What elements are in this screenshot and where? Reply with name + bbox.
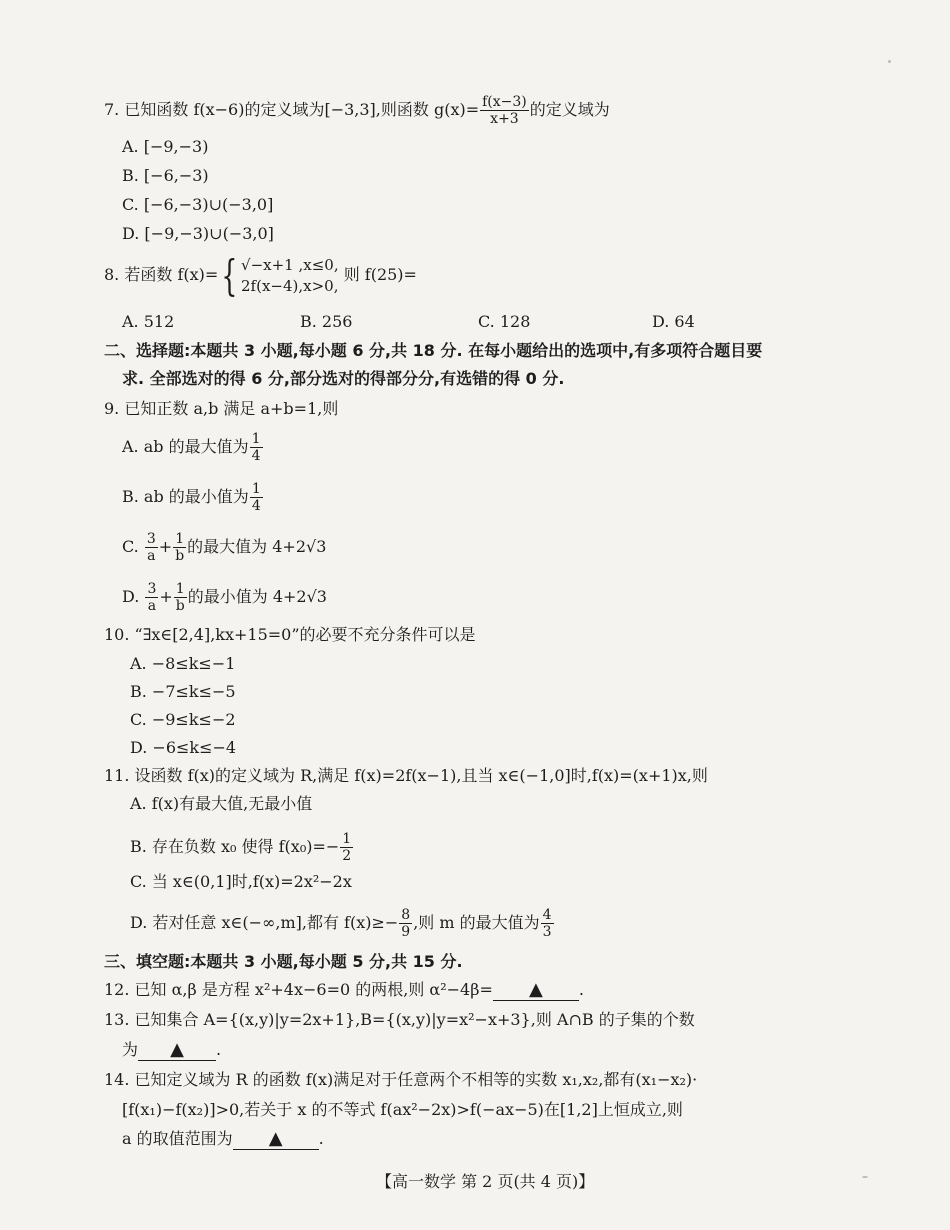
q9-d-plus: + — [159, 587, 173, 606]
q8-option-a: A. 512 — [122, 312, 175, 331]
q9-c-frac1 — [145, 531, 158, 564]
q9-b-num: 1 — [251, 481, 261, 497]
q8-piecewise — [218, 250, 339, 300]
q9-a-frac — [250, 431, 263, 464]
q9-option-d — [122, 580, 327, 614]
page-footer: 【高一数学 第 2 页(共 4 页)】 — [376, 1172, 595, 1191]
q10-option-d: D. −6≤k≤−4 — [130, 738, 237, 757]
q11-b-frac — [340, 831, 353, 864]
q13-line2-prefix: 为 — [122, 1040, 139, 1059]
q9-c-frac2 — [173, 531, 186, 564]
triangle-icon: ▲ — [528, 979, 543, 1000]
q14-line3 — [122, 1129, 324, 1150]
q8-case-1: √−x+1 ,x≤0, — [241, 255, 339, 274]
q7-frac-num: f(x−3) — [482, 94, 527, 110]
q8-cases — [241, 255, 339, 297]
q7-stem-part2: 的定义域为 — [529, 100, 610, 119]
q14-answer-blank[interactable] — [233, 1129, 319, 1150]
q7-frac-den: x+3 — [490, 111, 519, 127]
q7-option-d: D. [−9,−3)∪(−3,0] — [122, 224, 274, 243]
section3-heading: 三、填空题:本题共 3 小题,每小题 5 分,共 15 分. — [104, 952, 463, 971]
q14-line3-prefix: a 的取值范围为 — [122, 1129, 233, 1148]
q8-stem-prefix: 8. 若函数 f(x)= — [104, 265, 219, 284]
q11-d-frac1 — [399, 907, 412, 940]
q12-answer-blank[interactable] — [493, 980, 579, 1001]
section2-heading-line2: 求. 全部选对的得 6 分,部分选对的得部分分,有选错的得 0 分. — [122, 369, 565, 388]
q9-c-den2: b — [175, 548, 185, 564]
triangle-icon: ▲ — [268, 1128, 283, 1149]
q11-d-den1: 9 — [401, 924, 411, 940]
q11-d-frac2 — [541, 907, 554, 940]
q8-stem — [104, 250, 417, 300]
q8-stem-suffix: 则 f(25)= — [343, 265, 417, 284]
q11-b-text: B. 存在负数 x₀ 使得 f(x₀)=− — [130, 837, 340, 856]
q11-option-d — [130, 906, 555, 940]
q14-line2: [f(x₁)−f(x₂)]>0,若关于 x 的不等式 f(ax²−2x)>f(−ax−5)在[1,2]上恒成立,则 — [122, 1100, 683, 1119]
q13-end: . — [216, 1040, 222, 1059]
q9-b-frac — [250, 481, 263, 514]
q11-d-den2: 3 — [542, 924, 552, 940]
q7-stem-part1: 7. 已知函数 f(x−6)的定义域为[−3,3],则函数 g(x)= — [104, 100, 480, 119]
q9-d-text: 的最小值为 4+2√3 — [187, 587, 327, 606]
q11-d-mid: ,则 m 的最大值为 — [413, 913, 540, 932]
q9-option-c — [122, 530, 326, 564]
q10-stem: 10. “∃x∈[2,4],kx+15=0”的必要不充分条件可以是 — [104, 625, 476, 644]
q9-a-num: 1 — [251, 431, 261, 447]
q11-d-text: D. 若对任意 x∈(−∞,m],都有 f(x)≥− — [130, 913, 399, 932]
q11-option-c: C. 当 x∈(0,1]时,f(x)=2x²−2x — [130, 872, 352, 891]
scan-speck — [862, 1176, 868, 1178]
q9-option-a — [122, 430, 264, 464]
q9-option-b — [122, 480, 264, 514]
q9-c-prefix: C. — [122, 537, 139, 556]
q8-option-b: B. 256 — [300, 312, 353, 331]
q9-d-num2: 1 — [175, 581, 185, 597]
q9-a-den: 4 — [251, 448, 261, 464]
q11-option-b — [130, 830, 354, 864]
q9-d-prefix: D. — [122, 587, 140, 606]
q13-line2 — [122, 1040, 221, 1061]
q11-b-den: 2 — [342, 848, 352, 864]
q8-case-2: 2f(x−4),x>0, — [241, 276, 339, 295]
q14-end: . — [318, 1129, 324, 1148]
scan-speck — [888, 60, 891, 63]
q7-fraction — [480, 94, 529, 127]
q9-c-den1: a — [147, 548, 156, 564]
q9-c-plus: + — [158, 537, 173, 556]
q9-d-num1: 3 — [147, 581, 157, 597]
q14-line1: 14. 已知定义域为 R 的函数 f(x)满足对于任意两个不相等的实数 x₁,x₂,都有(x₁−x₂)· — [104, 1070, 698, 1089]
q12-stem — [104, 980, 584, 1001]
q9-c-text: 的最大值为 4+2√3 — [187, 537, 327, 556]
q9-a-text: A. ab 的最大值为 — [122, 437, 249, 456]
q9-c-num2: 1 — [175, 531, 185, 547]
q12-end: . — [578, 980, 584, 999]
q9-b-den: 4 — [251, 498, 261, 514]
q9-b-text: B. ab 的最小值为 — [122, 487, 249, 506]
q8-option-c: C. 128 — [478, 312, 531, 331]
q8-brace: { — [221, 250, 238, 300]
q13-line1: 13. 已知集合 A={(x,y)|y=2x+1},B={(x,y)|y=x²−x+3},则 A∩B 的子集的个数 — [104, 1010, 695, 1029]
triangle-icon: ▲ — [170, 1039, 184, 1060]
q9-d-frac2 — [174, 581, 187, 614]
q7-option-c: C. [−6,−3)∪(−3,0] — [122, 195, 274, 214]
q13-answer-blank[interactable] — [138, 1040, 216, 1061]
q10-option-c: C. −9≤k≤−2 — [130, 710, 236, 729]
q11-d-num1: 8 — [401, 907, 411, 923]
q12-stem-text: 12. 已知 α,β 是方程 x²+4x−6=0 的两根,则 α²−4β= — [104, 980, 493, 999]
q9-c-num1: 3 — [146, 531, 156, 547]
q11-stem: 11. 设函数 f(x)的定义域为 R,满足 f(x)=2f(x−1),且当 x∈(−1,0]时,f(x)=(x+1)x,则 — [104, 766, 708, 785]
q11-d-num2: 4 — [542, 907, 552, 923]
q8-option-d: D. 64 — [652, 312, 695, 331]
q10-option-a: A. −8≤k≤−1 — [130, 654, 236, 673]
q11-option-a: A. f(x)有最大值,无最小值 — [130, 794, 313, 813]
q10-option-b: B. −7≤k≤−5 — [130, 682, 236, 701]
q7-option-a: A. [−9,−3) — [122, 137, 209, 156]
q9-d-frac1 — [145, 581, 158, 614]
q7-stem — [104, 94, 610, 127]
q9-d-den1: a — [147, 598, 157, 614]
q9-d-den2: b — [175, 598, 185, 614]
q7-option-b: B. [−6,−3) — [122, 166, 209, 185]
q9-stem: 9. 已知正数 a,b 满足 a+b=1,则 — [104, 399, 339, 418]
q11-b-num: 1 — [342, 831, 352, 847]
section2-heading-line1: 二、选择题:本题共 3 小题,每小题 6 分,共 18 分. 在每小题给出的选项中,有多项符合题目要 — [104, 341, 763, 360]
